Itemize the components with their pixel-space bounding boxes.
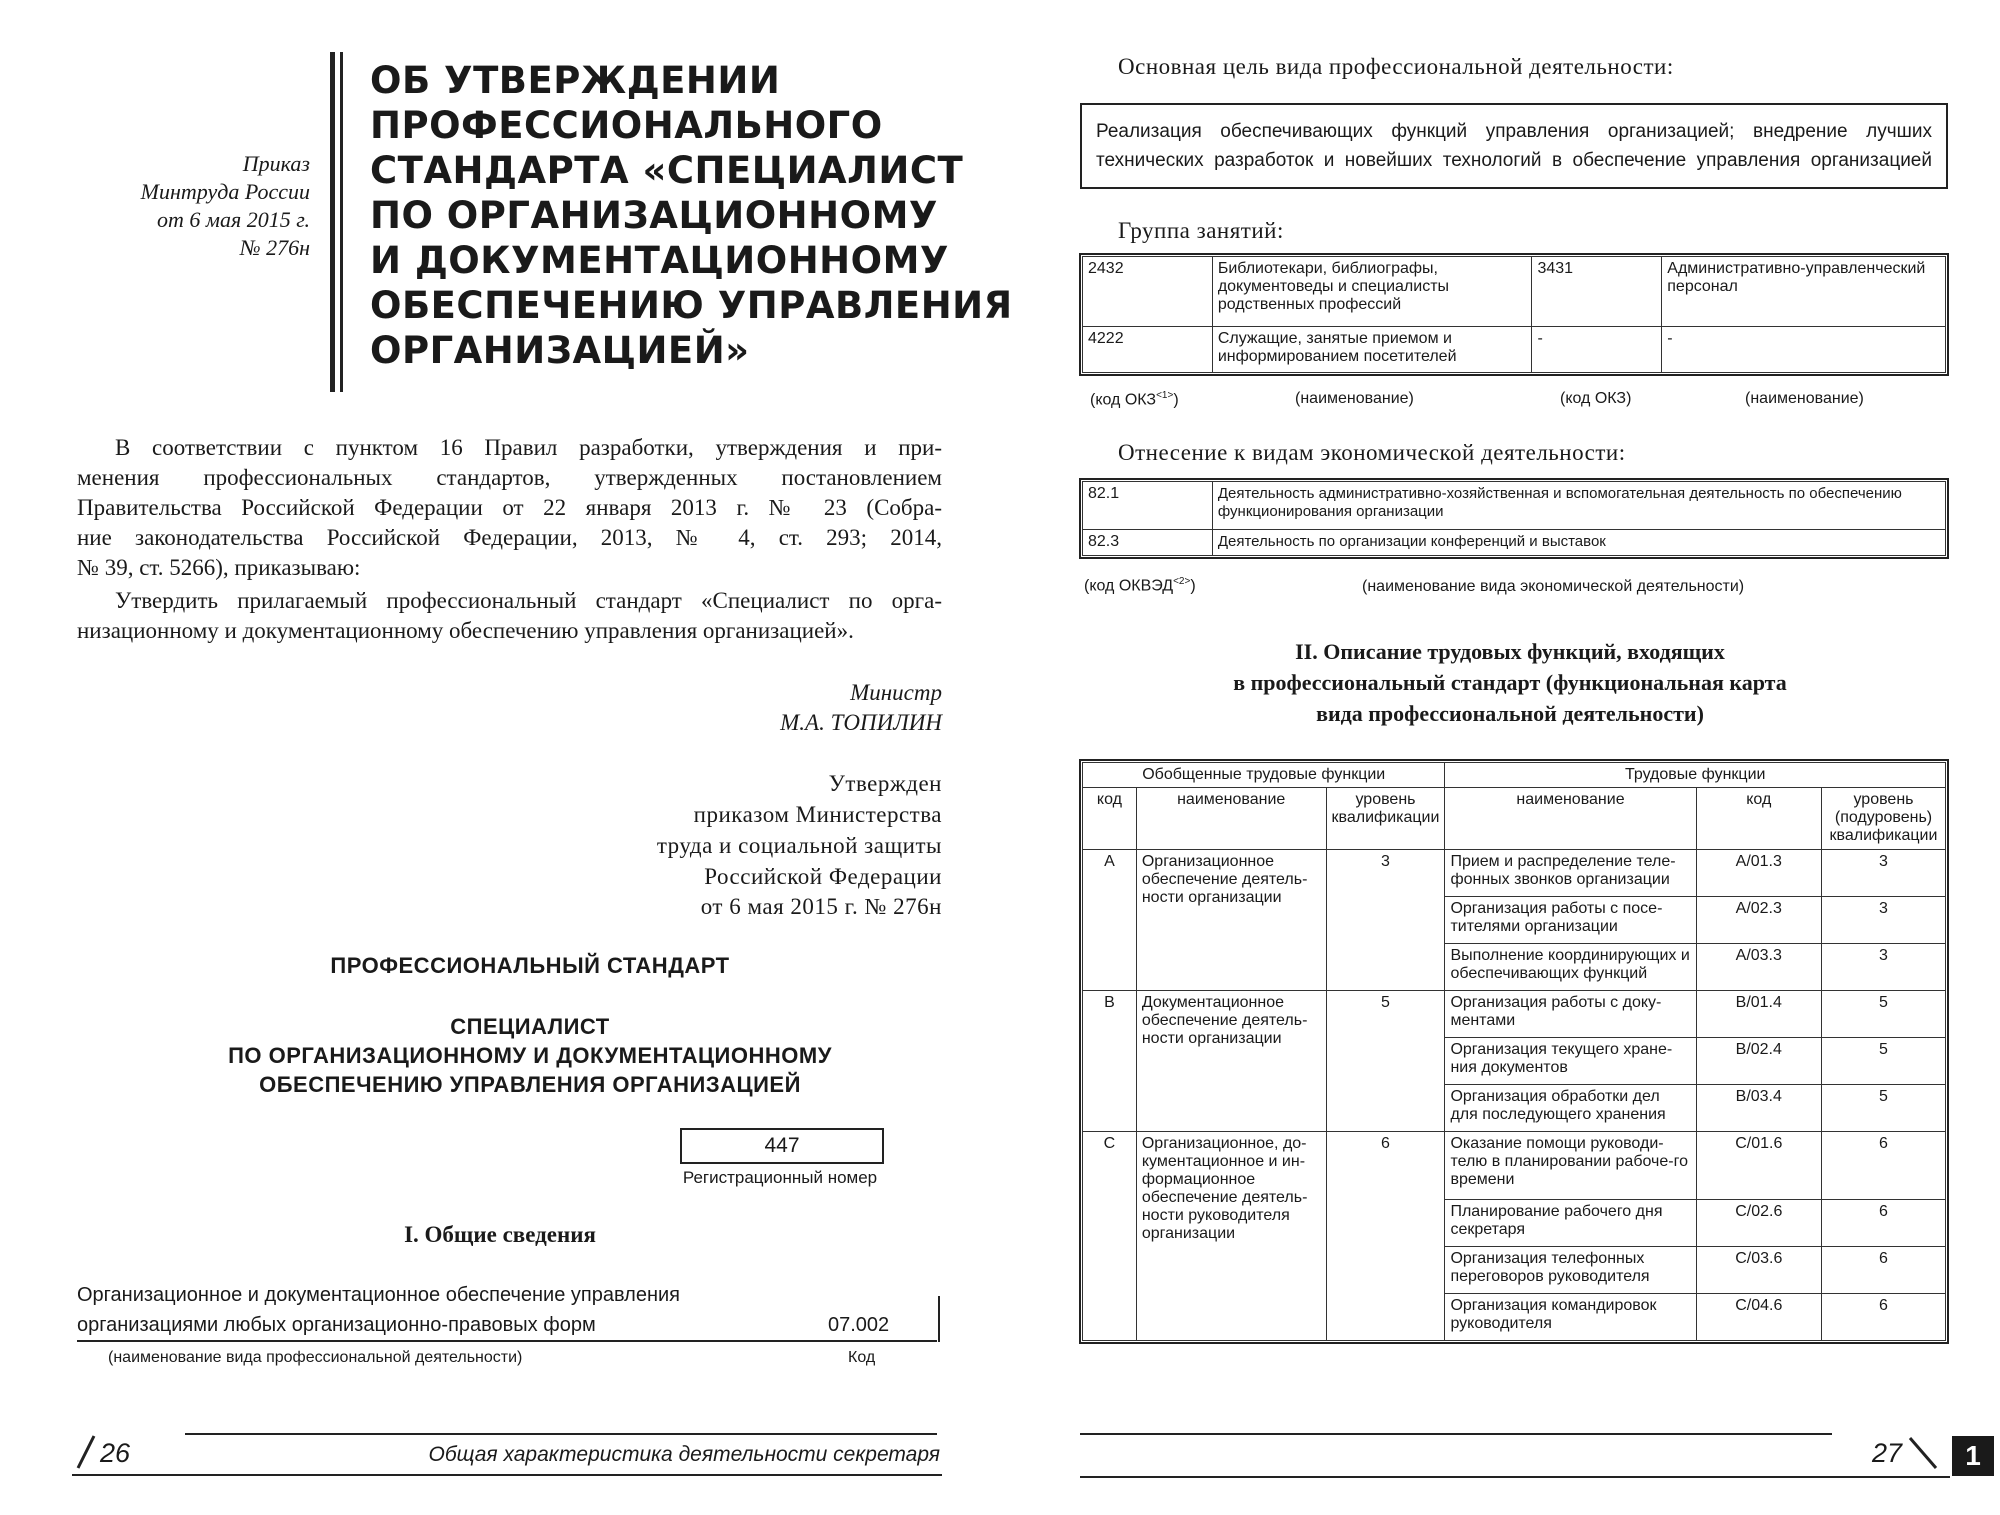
standard-title-line: СПЕЦИАЛИСТ — [450, 1014, 610, 1039]
minister-name: М.А. ТОПИЛИН — [780, 710, 942, 735]
activity-name-line: Организационное и документационное обеспечение управления — [77, 1284, 680, 1306]
table-cell: 4222 — [1083, 327, 1213, 373]
footer-rule — [72, 1474, 942, 1476]
func-name: Организация работы с доку-ментами — [1445, 991, 1696, 1038]
page-number: 26 — [100, 1438, 131, 1468]
economic-activity-table — [1082, 481, 1946, 556]
functional-map-table — [1082, 762, 1946, 1341]
func-name: Выполнение координирующих и обеспечивающих функций — [1445, 944, 1696, 991]
standard-heading: ПРОФЕССИОНАЛЬНЫЙ СТАНДАРТ — [330, 953, 730, 978]
page-slash-icon — [72, 1434, 102, 1470]
activity-name-line: организациями любых организационно-правовых форм — [77, 1314, 596, 1336]
title-line: ПРОФЕССИОНАЛЬНОГО — [370, 104, 883, 147]
okz-caption: (код ОКЗ) — [1560, 390, 1632, 407]
section-2-line: вида профессиональной деятельности) — [1316, 701, 1704, 726]
func-code: B/01.4 — [1696, 991, 1821, 1038]
header-name: наименование — [1136, 788, 1326, 850]
func-code: C/02.6 — [1696, 1200, 1821, 1247]
func-level: 6 — [1822, 1200, 1946, 1247]
page-number: 27 — [1872, 1438, 1903, 1468]
running-title: Общая характеристика деятельности секретаря — [428, 1443, 940, 1466]
group-label: Группа занятий: — [1118, 218, 1284, 243]
header-code: код — [1696, 788, 1821, 850]
goal-label: Основная цель вида профессиональной деятельности: — [1118, 54, 1674, 79]
section-2-line: II. Описание трудовых функций, входящих — [1295, 639, 1725, 664]
econ-label: Отнесение к видам экономической деятельности: — [1118, 440, 1626, 465]
func-level: 3 — [1822, 944, 1946, 991]
table-row — [1083, 991, 1946, 1038]
approved-line: от 6 мая 2015 г. № 276н — [700, 894, 942, 919]
func-name: Организация командировок руководителя — [1445, 1294, 1696, 1341]
goal-box — [1080, 103, 1948, 189]
activity-code: 07.002 — [828, 1314, 890, 1336]
okved-caption: (код $ОКВЭД^{<2>}$) — [1084, 576, 1196, 595]
table-cell: 82.1 — [1083, 482, 1213, 530]
approved-line: труда и социальной защиты — [656, 833, 942, 858]
func-level: 3 — [1822, 850, 1946, 897]
func-name: Организация работы с посе-тителями организации — [1445, 897, 1696, 944]
section-1-heading: I. Общие сведения — [404, 1222, 596, 1247]
func-code: A/02.3 — [1696, 897, 1821, 944]
title-line: И ДОКУМЕНТАЦИОННОМУ — [370, 239, 949, 282]
title-line: ОБЕСПЕЧЕНИЮ УПРАВЛЕНИЯ — [370, 284, 1013, 327]
title-line: ПО ОРГАНИЗАЦИОННОМУ — [370, 194, 938, 237]
func-code: B/03.4 — [1696, 1085, 1821, 1132]
table-cell: 2432 — [1083, 257, 1213, 327]
code-caption: Код — [848, 1349, 876, 1366]
table-header-row — [1083, 763, 1946, 788]
footer-rule — [1080, 1476, 1950, 1478]
header-level: уровень (подуровень) квалификации — [1822, 788, 1946, 850]
minister-title: Министр — [850, 680, 942, 705]
title-line: СТАНДАРТА «СПЕЦИАЛИСТ — [370, 149, 964, 192]
header-level: уровень квалификации — [1326, 788, 1445, 850]
table-cell: 3431 — [1532, 257, 1662, 327]
order-reference — [90, 150, 310, 262]
table-cell: Библиотекари, библиографы, документоведы и специалисты родственных профессий — [1212, 257, 1532, 327]
activity-caption: (наименование вида профессиональной деятельности) — [108, 1349, 523, 1366]
divider — [938, 1296, 940, 1342]
func-code: C/04.6 — [1696, 1294, 1821, 1341]
gen-level: 3 — [1326, 850, 1445, 991]
gen-code: A — [1083, 850, 1137, 991]
title-rule — [330, 52, 335, 392]
paragraph-line: менения профессиональных стандартов, утвержденных постановлением — [77, 465, 942, 490]
func-code: C/03.6 — [1696, 1247, 1821, 1294]
func-name: Планирование рабочего дня секретаря — [1445, 1200, 1696, 1247]
func-level: 5 — [1822, 1085, 1946, 1132]
name-caption: (наименование) — [1745, 390, 1864, 407]
divider — [77, 1340, 937, 1342]
func-name: Оказание помощи руководи-телю в планировании рабоче-го времени — [1445, 1132, 1696, 1200]
occupation-group-table — [1082, 256, 1946, 373]
title-line: ОРГАНИЗАЦИЕЙ» — [370, 329, 750, 372]
goal-text-line: Реализация обеспечивающих функций управления организацией; внедрение лучших — [1096, 121, 1932, 142]
paragraph-line: № 39, ст. 5266), приказываю: — [77, 555, 361, 580]
table-cell: - — [1532, 327, 1662, 373]
standard-title-line: ОБЕСПЕЧЕНИЮ УПРАВЛЕНИЯ ОРГАНИЗАЦИЕЙ — [259, 1072, 801, 1097]
econ-name-caption: (наименование вида экономической деятельности) — [1362, 578, 1745, 595]
table-header-row — [1083, 788, 1946, 850]
page-slash-icon — [1906, 1434, 1942, 1474]
table-row — [1083, 257, 1946, 327]
gen-code: C — [1083, 1132, 1137, 1341]
func-level: 5 — [1822, 991, 1946, 1038]
name-caption: (наименование) — [1295, 390, 1414, 407]
func-level: 5 — [1822, 1038, 1946, 1085]
func-name: Организация обработки дел для последующего хранения — [1445, 1085, 1696, 1132]
approved-line: Утвержден — [828, 771, 942, 796]
order-ref-line: Приказ — [242, 151, 310, 176]
func-level: 6 — [1822, 1294, 1946, 1341]
table-cell: 82.3 — [1083, 530, 1213, 556]
table-row — [1083, 482, 1946, 530]
footer-rule — [1080, 1433, 1832, 1435]
title-line: ОБ УТВЕРЖДЕНИИ — [370, 59, 781, 102]
registration-number: 447 — [680, 1128, 884, 1164]
func-level: 6 — [1822, 1132, 1946, 1200]
section-2-heading — [1120, 636, 1900, 729]
paragraph-line: Утвердить прилагаемый профессиональный стандарт «Специалист по орга- — [115, 588, 942, 613]
table-row — [1083, 1132, 1946, 1200]
gen-code: B — [1083, 991, 1137, 1132]
main-title — [370, 58, 1013, 373]
paragraph-line: низационному и документационному обеспечению управления организацией». — [77, 618, 854, 643]
header-code: код — [1083, 788, 1137, 850]
footer-rule — [185, 1433, 937, 1435]
func-name: Организация телефонных переговоров руководителя — [1445, 1247, 1696, 1294]
gen-name: Организационное обеспечение деятель-ности организации — [1136, 850, 1326, 991]
func-code: B/02.4 — [1696, 1038, 1821, 1085]
table-cell: Деятельность административно-хозяйственная и вспомогательная деятельность по обеспечению функционирования организации — [1212, 482, 1945, 530]
table-cell: Деятельность по организации конференций и выставок — [1212, 530, 1945, 556]
table-row — [1083, 327, 1946, 373]
registration-label: Регистрационный номер — [682, 1168, 878, 1187]
standard-title-line: ПО ОРГАНИЗАЦИОННОМУ И ДОКУМЕНТАЦИОННОМУ — [228, 1043, 832, 1068]
func-code: A/03.3 — [1696, 944, 1821, 991]
gen-name: Документационное обеспечение деятель-ности организации — [1136, 991, 1326, 1132]
approved-line: Российской Федерации — [704, 864, 942, 889]
table-cell: Административно-управленческий персонал — [1662, 257, 1946, 327]
func-code: A/01.3 — [1696, 850, 1821, 897]
gen-level: 6 — [1326, 1132, 1445, 1341]
table-row — [1083, 530, 1946, 556]
paragraph-line: В соответствии с пунктом 16 Правил разработки, утверждения и при- — [115, 435, 942, 460]
approved-line: приказом Министерства — [693, 802, 942, 827]
func-name: Организация текущего хране-ния документов — [1445, 1038, 1696, 1085]
gen-level: 5 — [1326, 991, 1445, 1132]
paragraph-line: Правительства Российской Федерации от 22 января 2013 г. № 23 (Собра- — [77, 495, 942, 520]
chapter-tab: 1 — [1952, 1436, 1994, 1476]
section-2-line: в профессиональный стандарт (функциональная карта — [1233, 670, 1787, 695]
table-cell: - — [1662, 327, 1946, 373]
func-name: Прием и распределение теле-фонных звонков организации — [1445, 850, 1696, 897]
goal-text-line: технических разработок и новейших технологий в обеспечение управления организацией — [1096, 150, 1932, 171]
func-level: 3 — [1822, 897, 1946, 944]
paragraph-line: ние законодательства Российской Федерации, 2013, № 4, ст. 293; 2014, — [77, 525, 942, 550]
table-cell: Служащие, занятые приемом и информированием посетителей — [1212, 327, 1532, 373]
order-ref-line: № 276н — [239, 235, 310, 260]
header-generalized: Обобщенные трудовые функции — [1083, 763, 1445, 788]
header-name: наименование — [1445, 788, 1696, 850]
title-rule — [340, 52, 343, 392]
order-ref-line: Минтруда России — [140, 179, 310, 204]
standard-title — [130, 1012, 930, 1099]
okz-caption: (код $ОКЗ^{<1>}$) — [1090, 390, 1179, 409]
gen-name: Организационное, до-кументационное и ин-формационное обеспечение деятель-ности руководителя организации — [1136, 1132, 1326, 1341]
func-level: 6 — [1822, 1247, 1946, 1294]
header-labor: Трудовые функции — [1445, 763, 1946, 788]
table-row — [1083, 850, 1946, 897]
func-code: C/01.6 — [1696, 1132, 1821, 1200]
order-ref-line: от 6 мая 2015 г. — [157, 207, 310, 232]
